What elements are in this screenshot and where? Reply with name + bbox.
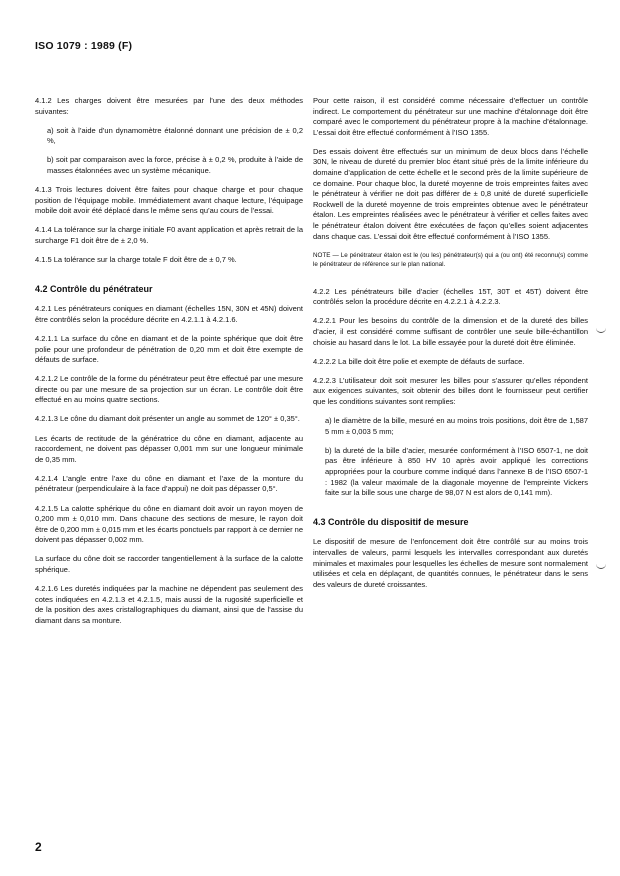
clause-4-1-3: 4.1.3 Trois lectures doivent être faites pour chaque charge et pour chaque position de l’équipage mobile. Immédiatement avant chaque lecture, l’équipage mobile doit avoir été déplacé dans le même sens qu’au cours de l’essai. — [35, 185, 303, 216]
clause-4-2-1-6: 4.2.1.6 Les duretés indiquées par la machine ne dépendent pas seulement des cotes indiquées en 4.2.1.3 et 4.2.1.5, mais aussi de la rugosité superficielle et de la position des axes cristallographiques du diamant, ainsi que de l’assise du diamant dans sa monture. — [35, 584, 303, 625]
clause-4-2-1-5-cont: La surface du cône doit se raccorder tangentiellement à la surface de la calotte sphérique. — [35, 554, 303, 574]
paragraph-indirect-control: Pour cette raison, il est considéré comme nécessaire d’effectuer un contrôle indirect. Le comportement du pénétrateur sur une machine d’étalonnage doit être comparé avec le comportement du pénétrateur propre à la machine d’étalonnage. L’essai doit être effectué conformément à l’ISO 1355. — [313, 96, 588, 137]
right-column — [313, 96, 588, 599]
clause-4-2-2-3-b: b) la dureté de la bille d’acier, mesurée conformément à l’ISO 6507-1, ne doit pas être inférieure à 850 HV 10 après avoir appliqué les corrections appropriées pour la courbure comme indiqué dans l’annexe B de l’ISO 6507-1 : 1982 (la valeur maximale de la diagonale moyenne de l’empreinte Vickers faite sur la bille sous une charge de 98,07 N est alors de 0,141 mm). — [325, 445, 588, 498]
clause-4-1-4: 4.1.4 La tolérance sur la charge initiale F0 avant application et après retrait de la surcharge F1 doit être de ± 2,0 %. — [35, 225, 303, 245]
page-number: 2 — [35, 840, 42, 854]
clause-4-1-2-a: a) soit à l’aide d’un dynamomètre étalonné donnant une précision de ± 0,2 %, — [47, 125, 303, 146]
clause-4-2-1-3: 4.2.1.3 Le cône du diamant doit présenter un angle au sommet de 120° ± 0,35°. — [35, 414, 300, 424]
clause-4-1-5: 4.1.5 La tolérance sur la charge totale F doit être de ± 0,7 %. — [35, 255, 237, 265]
clause-4-2-1-4: 4.2.1.4 L’angle entre l’axe du cône en diamant et l’axe de la monture du pénétrateur (perpendiculaire à la face d’appui) ne doit pas dépasser 0,5°. — [35, 473, 303, 494]
clause-4-1-2: 4.1.2 Les charges doivent être mesurées par l’une des deux méthodes suivantes: — [35, 96, 303, 116]
clause-4-2-1-1: 4.2.1.1 La surface du cône en diamant et de la pointe sphérique que doit être polie pour une profondeur de pénétration de 0,20 mm et doit être exempte de défauts de surface. — [35, 333, 303, 365]
clause-4-2-1-5: 4.2.1.5 La calotte sphérique du cône en diamant doit avoir un rayon moyen de 0,200 mm ± 0,010 mm. Dans chacune des sections de mesure, le rayon doit être de 0,200 mm ± 0,015 mm et les écarts ponctuels par rapport à ce dernier ne doivent pas dépasser 0,002 mm. — [35, 503, 304, 545]
clause-4-3: Le dispositif de mesure de l’enfoncement doit être contrôlé sur au moins trois intervalles de valeurs, parmi lesquels les intervalles correspondant aux duretés minimales et maximales pour lesquelles les échelles de mesure sont normalement utilisées et cela en déplaçant, de quantités connues, le pénétrateur dans le sens des valeurs de dureté croissantes. — [313, 537, 588, 589]
margin-mark-icon — [596, 563, 606, 569]
margin-mark-icon — [596, 327, 606, 333]
clause-4-2-2-3-a: a) le diamètre de la bille, mesuré en au moins trois positions, doit être de 1,587 5 mm ± 0,003 5 mm; — [325, 416, 588, 436]
clause-4-2-2-3: 4.2.2.3 L’utilisateur doit soit mesurer les billes pour s’assurer qu’elles répondent aux exigences suivantes, soit obtenir des billes dont le fournisseur peut certifier que les conditions suivantes sont remplies: — [313, 375, 588, 406]
clause-4-1-2-b: b) soit par comparaison avec la force, précise à ± 0,2 %, produite à l’aide de masses étalonnées avec un système mécanique. — [47, 155, 303, 175]
left-column — [35, 96, 303, 635]
clause-4-2-1-2: 4.2.1.2 Le contrôle de la forme du pénétrateur peut être effectué par une mesure directe ou par une mesure de sa projection sur un écran. Le contrôle doit être effectué en au moins quatre sections. — [35, 374, 303, 405]
clause-4-2-1-3-cont: Les écarts de rectitude de la génératrice du cône en diamant, adjacente au raccordement, ne doivent pas dépasser 0,001 mm sur une longueur minimale de 0,35 mm. — [35, 433, 303, 464]
note-reference-indenter: NOTE — Le pénétrateur étalon est le (ou les) pénétrateur(s) qui a (ou ont) été reconnu(s) comme le pénétrateur de référence sur le plan national. — [313, 251, 588, 268]
clause-4-2-2-1: 4.2.2.1 Pour les besoins du contrôle de la dimension et de la dureté des billes d’acier, il est considéré comme suffisant de contrôler une seule bille-échantillon choisie au hasard dans le lot. La bille essayée pour la dureté doit être éliminée. — [313, 316, 588, 347]
clause-4-2-2: 4.2.2 Les pénétrateurs bille d’acier (échelles 15T, 30T et 45T) doivent être contrôlés selon la procédure décrite en 4.2.2.1 à 4.2.2.3. — [313, 286, 588, 307]
section-heading-4-3: 4.3 Contrôle du dispositif de mesure — [313, 516, 469, 527]
paragraph-test-blocks: Des essais doivent être effectués sur un minimum de deux blocs dans l’échelle 30N, le niveau de dureté du premier bloc étant situé près de la limite inférieure du domaine d’application de cette échelle et le second près de la limite supérieure de ce domaine. Pour chaque bloc, la dureté moyenne de trois empreintes faites avec le pénétrateur à vérifier ne doit pas différer de ± 0,8 unité de dureté superficielle Rockwell de la dureté moyenne de trois empreintes obtenue avec le pénétrateur étalon. Les empreintes réalisées avec le pénétrateur à vérifier et celles faites avec le pénétrateur étalon doivent être exécutées de façon qu’elles soient adjacentes dans chaque cas. L’essai doit être effectué conformément à l’ISO 1355. — [313, 146, 588, 241]
clause-4-2-2-2: 4.2.2.2 La bille doit être polie et exempte de défauts de surface. — [313, 356, 525, 366]
section-heading-4-2: 4.2 Contrôle du pénétrateur — [35, 283, 153, 294]
page-header: ISO 1079 : 1989 (F) — [35, 40, 133, 52]
clause-4-2-1: 4.2.1 Les pénétrateurs coniques en diamant (échelles 15N, 30N et 45N) doivent être contrôlés selon la procédure décrite en 4.2.1.1 à 4.2.1.6. — [35, 304, 303, 324]
